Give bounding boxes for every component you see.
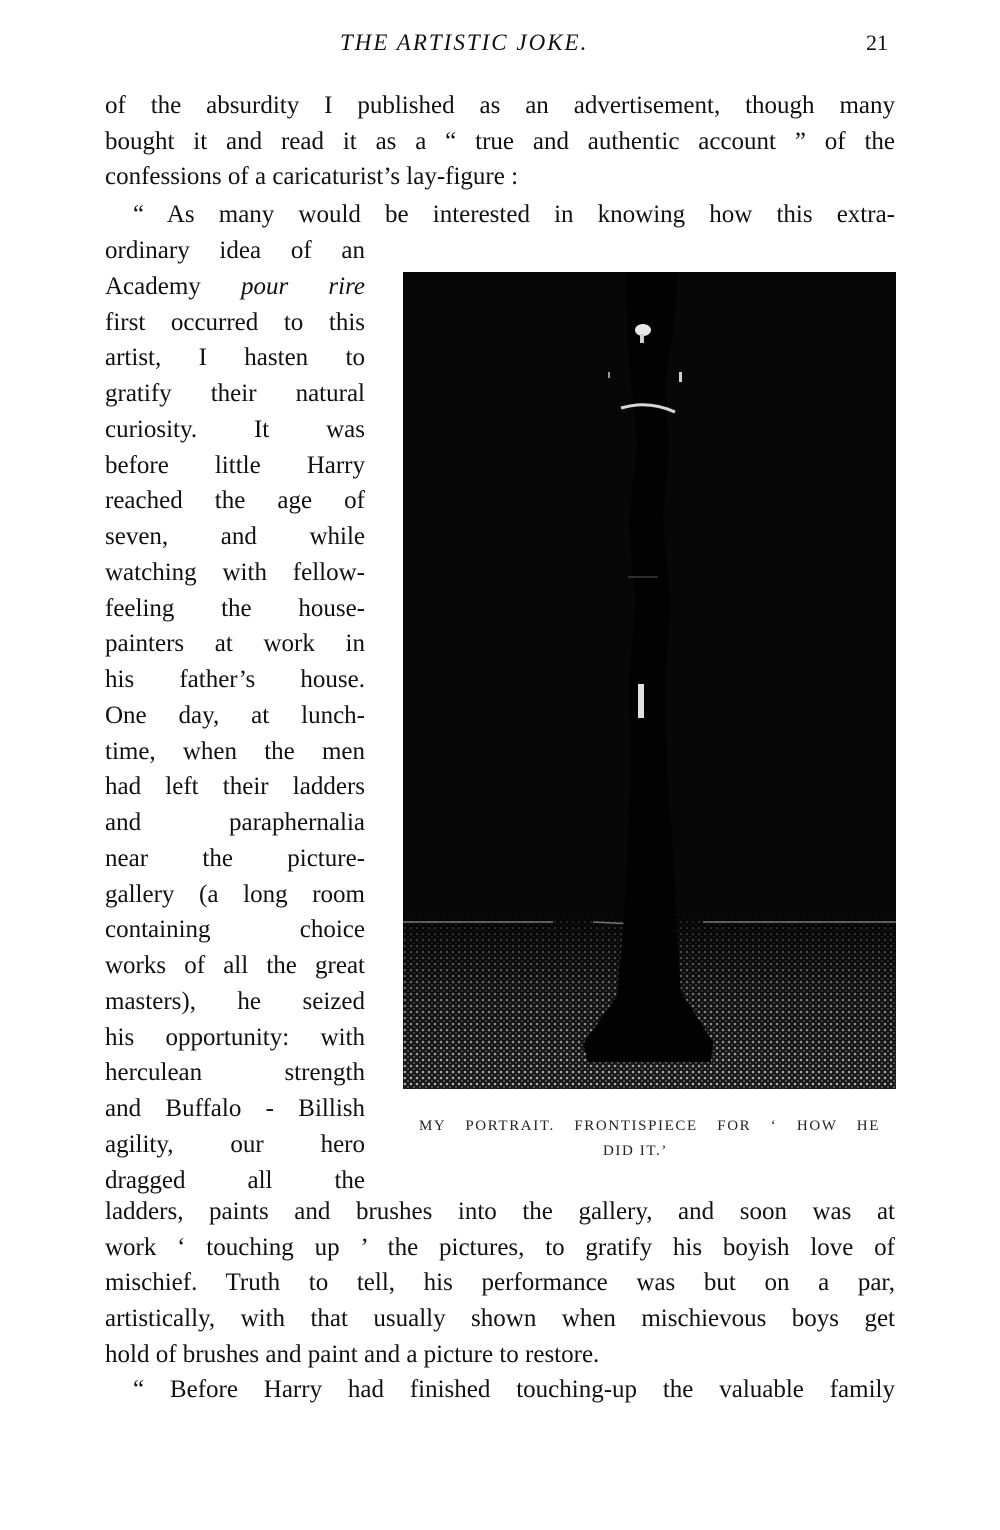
figure-caption bbox=[403, 1118, 896, 1160]
text-line: confessions of a caricaturist’s lay-figure : bbox=[105, 163, 519, 191]
text-line: “ Before Harry had finished touching-up the valuable family bbox=[133, 1376, 895, 1404]
text-line: and paraphernalia bbox=[105, 809, 365, 836]
italic-phrase: pour rire bbox=[240, 272, 365, 300]
text-line: watching with fellow- bbox=[105, 558, 365, 586]
text-line: artist, I hasten to bbox=[105, 344, 365, 372]
text-line: painters at work in bbox=[105, 630, 365, 658]
caption-line: MY PORTRAIT. FRONTISPIECE FOR ‘ HOW HE bbox=[419, 1118, 880, 1134]
text-line: work ‘ touching up ’ the pictures, to gratify his boyish love of bbox=[105, 1233, 895, 1261]
text-line: first occurred to this bbox=[105, 308, 365, 336]
page-number: 21 bbox=[866, 30, 888, 55]
text-line: herculean strength bbox=[105, 1059, 365, 1087]
text-line: mischief. Truth to tell, his performance was but on a par, bbox=[105, 1269, 895, 1297]
text-line: artistically, with that usually shown when mischievous boys get bbox=[105, 1305, 895, 1333]
text-line: feeling the house- bbox=[105, 594, 365, 622]
running-title: THE ARTISTIC JOKE. bbox=[340, 30, 589, 55]
text-line: Academy pour rire bbox=[105, 272, 365, 300]
text-line: before little Harry bbox=[105, 451, 365, 479]
text-line: gratify their natural bbox=[105, 380, 365, 407]
text-line: ordinary idea of an bbox=[105, 237, 365, 264]
caption-line: DID IT.’ bbox=[603, 1143, 668, 1159]
paragraph-quote-start: “ As many would be interested in knowing how this extra- bbox=[133, 201, 895, 228]
text-line: One day, at lunch- bbox=[105, 701, 365, 729]
text-line: his opportunity: with bbox=[105, 1023, 365, 1051]
text-line: hold of brushes and paint and a picture to restore. bbox=[105, 1340, 600, 1368]
text-line: bought it and read it as a “ true and authentic account ” of the bbox=[105, 127, 895, 155]
text-line: reached the age of bbox=[105, 487, 365, 515]
narrow-column-text bbox=[105, 233, 365, 1198]
text-line: seven, and while bbox=[105, 523, 365, 550]
text-line: dragged all the bbox=[105, 1166, 365, 1194]
text-line: masters), he seized bbox=[105, 987, 365, 1015]
paragraph-continuation bbox=[105, 1194, 895, 1408]
text-line: and Buffalo - Billish bbox=[105, 1095, 365, 1122]
text-line: had left their ladders bbox=[105, 773, 365, 801]
text-line: containing choice bbox=[105, 916, 365, 944]
text-line: ladders, paints and brushes into the gallery, and soon was at bbox=[105, 1198, 895, 1225]
frontispiece-photo bbox=[403, 272, 896, 1089]
text-line: his father’s house. bbox=[105, 666, 365, 693]
lay-figure-silhouette bbox=[403, 272, 896, 1089]
running-head bbox=[0, 30, 1000, 60]
text-line: works of all the great bbox=[105, 952, 365, 979]
text-line: gallery (a long room bbox=[105, 880, 365, 908]
text-line: of the absurdity I published as an advertisement, though many bbox=[105, 92, 895, 119]
text-line: curiosity. It was bbox=[105, 415, 365, 443]
text-line: near the picture- bbox=[105, 844, 365, 872]
paragraph-opening bbox=[105, 88, 895, 195]
text-line: agility, our hero bbox=[105, 1130, 365, 1158]
text-line: time, when the men bbox=[105, 737, 365, 765]
